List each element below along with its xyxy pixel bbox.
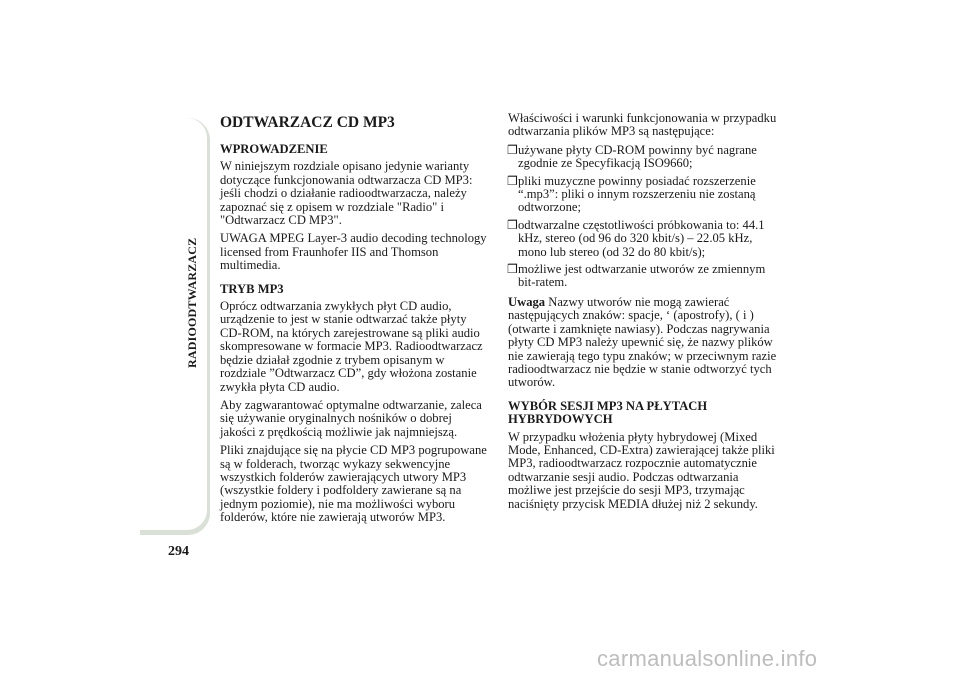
session-paragraph: W przypadku włożenia płyty hybrydowej (Mixed Mode, Enhanced, CD-Extra) zawierającej także pliki MP3, radioodtwarzacz rozpocznie automatycznie odtwarzanie sesji audio. Podczas odtwarzania możliwe jest przejście do sesji MP3, trzymając naciśnięty przycisk MEDIA dłużej niż 2 sekundy.	[508, 429, 775, 511]
mode-heading: TRYB MP3	[220, 281, 284, 296]
list-item	[508, 219, 784, 259]
list-item-text: pliki muzyczne powinny posiadać rozszerzenie “.mp3”: pliki o innym rozszerzeniu nie zostaną odtworzone;	[518, 173, 756, 215]
note-label: Uwaga	[508, 294, 546, 309]
list-item	[508, 175, 784, 215]
license-note: UWAGA MPEG Layer-3 audio decoding technology licensed from Fraunhofer IIS and Thomson multimedia.	[220, 231, 487, 273]
features-list	[508, 144, 784, 290]
features-intro: Właściwości i warunki funkcjonowania w przypadku odtwarzania plików MP3 są następujące:	[508, 111, 777, 139]
quality-paragraph: Aby zagwarantować optymalne odtwarzanie, zaleca się używanie oryginalnych nośników o dobrej jakości z prędkością możliwie jak najmniejszą.	[220, 397, 482, 439]
list-item	[508, 144, 784, 171]
list-item-text: używane płyty CD-ROM powinny być nagrane zgodnie ze Specyfikacją ISO9660;	[518, 142, 757, 171]
right-column	[508, 112, 784, 516]
list-item-text: możliwe jest odtwarzanie utworów ze zmiennym bit-ratem.	[518, 262, 766, 290]
list-item	[508, 263, 784, 290]
checkbox-bullet-icon: ❒	[507, 173, 518, 188]
watermark-text: carmanualsonline.info	[597, 646, 818, 671]
intro-paragraph: W niniejszym rozdziale opisano jedynie warianty dotyczące funkcjonowania odtwarzacza CD MP3: jeśli chodzi o działanie radioodtwarzacza, należy zapoznać się z opisem w rozdziale "Radio" i "Odtwarzacz CD MP3".	[220, 159, 473, 228]
session-heading: WYBÓR SESJI MP3 NA PŁYTACH HYBRYDOWYCH	[508, 398, 708, 427]
section-label: RADIOODTWARZACZ	[185, 237, 199, 368]
note-text: Nazwy utworów nie mogą zawierać następujących znaków: spacje, ‘ (apostrofy), ( i ) (otwarte i zamknięte nawiasy). Podczas nagrywania płyty CD MP3 należy upewnić się, że nazwy plików nie zawierają tego typu znaków; w przeciwnym razie radioodtwarzacz nie będzie w stanie odtworzyć tych utworów.	[508, 294, 777, 390]
list-item-text: odtwarzalne częstotliwości próbkowania to: 44.1 kHz, stereo (od 96 do 320 kbit/s) – 22.05 kHz, mono lub stereo (od 32 do 80 kbit/s);	[518, 217, 765, 259]
page-title: ODTWARZACZ CD MP3	[220, 114, 395, 131]
checkbox-bullet-icon: ❒	[507, 142, 518, 157]
checkbox-bullet-icon: ❒	[507, 217, 518, 232]
intro-heading: WPROWADZENIE	[220, 142, 328, 156]
note-paragraph	[508, 296, 784, 390]
page-number: 294	[168, 544, 189, 559]
left-column	[220, 112, 490, 530]
mode-paragraph: Oprócz odtwarzania zwykłych płyt CD audio, urządzenie to jest w stanie odtwarzać także płyty CD-ROM, na których zarejestrowane są pliki audio skompresowane w formacie MP3. Radioodtwarzacz będzie działał zgodnie z trybem opisanym w rozdziale ”Odtwarzacz CD”, gdy włożona zostanie zwykła płyta CD audio.	[220, 299, 483, 394]
checkbox-bullet-icon: ❒	[507, 262, 518, 277]
folders-paragraph: Pliki znajdujące się na płycie CD MP3 pogrupowane są w folderach, tworząc wykazy sekwencyjne wszystkich folderów zawierających utwory MP3 (wszystkie foldery i podfoldery zawierane są na jednym poziomie), nie ma możliwości wyboru folderów, które nie zawierają utworów MP3.	[220, 443, 487, 525]
